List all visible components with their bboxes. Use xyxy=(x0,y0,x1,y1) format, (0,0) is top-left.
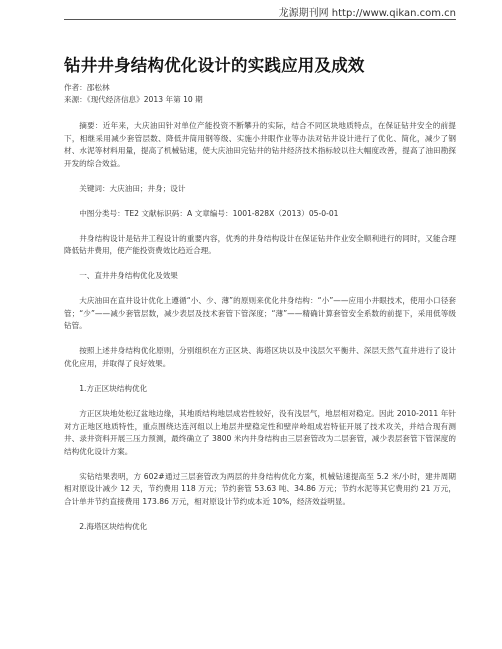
article-source: 来源：《现代经济信息》2013 年第 10 期 xyxy=(64,95,203,104)
keywords-line: 关键词：大庆油田；井身；设计 xyxy=(79,183,186,193)
intro-paragraph: 井身结构设计是钻井工程设计的重要内容，优秀的井身结构设计在保证钻井作业安全顺利进行的同时，又能合理降低钻井费用，使产能投资费效比趋近合理。 xyxy=(64,233,456,256)
article-title: 钻井井身结构优化设计的实践应用及成效 xyxy=(64,56,365,75)
header-divider xyxy=(64,19,456,20)
body-paragraph: 大庆油田在直井设计优化上遵循“小、少、薄”的原则来优化井身结构：“小”——应用小井眼技术，使用小口径套管；“少”——减少套管层数，减少表层及技术套管下管深度；“薄”——精确计算套管安全系数的前提下，采用低等级钻管。 xyxy=(64,296,456,331)
abstract-paragraph: 摘要：近年来，大庆油田针对单位产能投资不断攀升的实际，结合不同区块地质特点，在保证钻井安全的前提下，相继采用减少套管层数、降低井筒用钢等级、实施小井眼作业等办法对钻井设计进行了优化、简化，减少了钢材、水泥等材料用量，提高了机械钻速，使大庆油田完钻井的钻井经济技术指标较以往大幅度改善，提高了油田勘探开发的综合效益。 xyxy=(64,121,456,168)
section-heading: 一、直井井身结构优化及效果 xyxy=(79,271,178,281)
article-body xyxy=(64,52,456,534)
body-paragraph: 方正区块地处松辽盆地边缘，其地质结构地层成岩性较好，没有浅层气，地层相对稳定。因此 2010-2011 年针对方正地区地质特性，重点围绕达连河组以上地层井壁稳定性和壁岸岭组成岩特征开展了技术攻关，并结合现有测井、录井资料开展三压力预测，最终确立了 3800 米内井身结构由三层套管改为二层套管，减少表层套管下管深度的结构优化设计方案。 xyxy=(64,409,456,456)
subsection-heading: 1.方正区块结构优化 xyxy=(79,384,148,394)
body-paragraph: 按照上述井身结构优化原则，分别组织在方正区块、海塔区块以及中浅层欠平衡井、深层天然气直井进行了设计优化应用，并取得了良好效果。 xyxy=(64,346,456,369)
body-paragraph: 实钻结果表明，方 602#通过三层套管改为两层的井身结构优化方案，机械钻速提高至 5.2 米/小时，建井周期相对原设计减少 12 天，节约费用 118 万元；节约套管 53.63 吨、34.86 万元；节约水泥等其它费用约 21 万元，合计单井节约直接费用 173.86 万元，相对原设计节约成本近 10%，经济效益明显。 xyxy=(64,471,456,506)
subsection-heading: 2.海塔区块结构优化 xyxy=(79,521,148,531)
article-meta xyxy=(64,82,456,106)
article-author: 作者：邵松林 xyxy=(64,83,110,92)
site-header: 龙源期刊网 http://www.qikan.com.cn xyxy=(278,8,456,19)
classification-line: 中图分类号：TE2 文献标识码：A 文章编号：1001-828X（2013）05-0-01 xyxy=(79,208,339,218)
